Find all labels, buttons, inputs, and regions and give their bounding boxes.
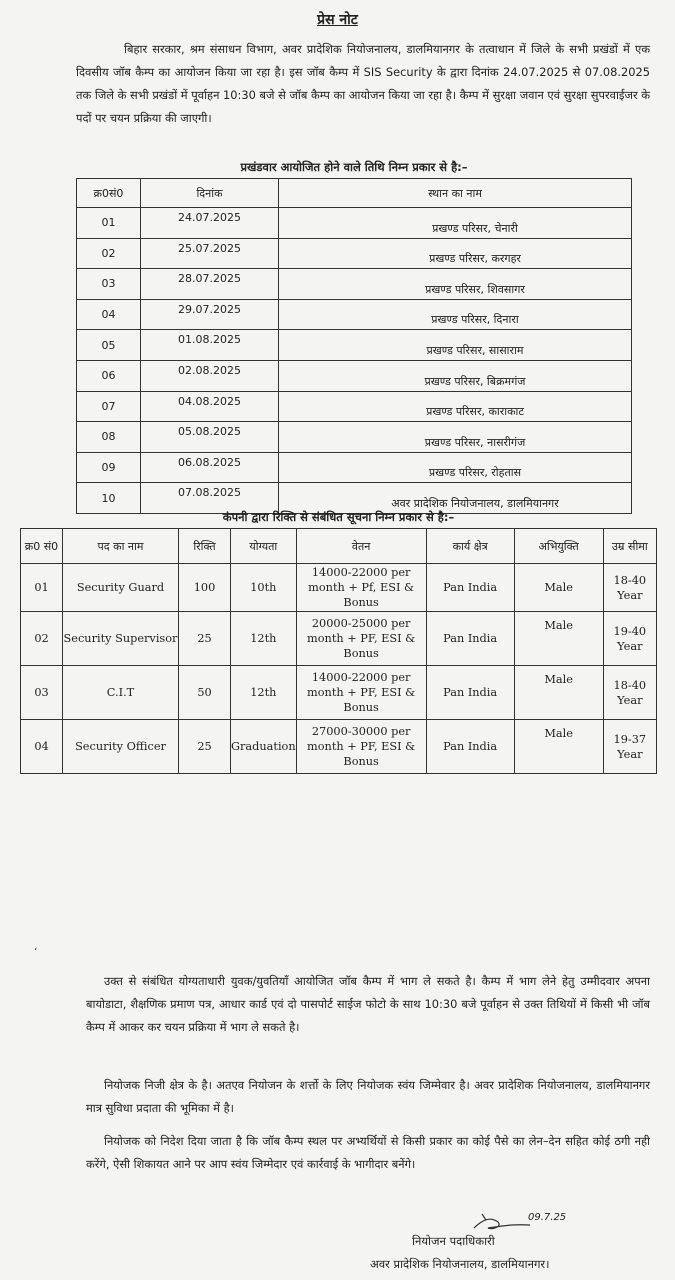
- schedule-place: प्रखण्ड परिसर, नासरीगंज: [279, 422, 632, 453]
- schedule-place: प्रखण्ड परिसर, शिवसागर: [279, 269, 632, 300]
- header-age-limit: उम्र सीमा: [603, 529, 656, 564]
- schedule-date: 05.08.2025: [141, 422, 279, 453]
- intro-text: बिहार सरकार, श्रम संसाधन विभाग, अवर प्रादेशिक नियोजनालय, डालमियानगर के तत्वाधान में जिले के सभी प्रखंडों में एक दिवसीय जॉब कैम्प का आयोजन किया जा रहा है। इस जॉब कैम्प में SIS Security के द्वारा दिनांक 24.07.2025 से 07.08.2025 तक जिले के सभी प्रखंडों में पूर्वाहन 10:30 बजे से जॉब कैम्प का आयोजन किया जा रहा है। कैम्प में सुरक्षा जवान एवं सुरक्षा सुपरवाईजर के पदों पर चयन प्रक्रिया की जाएगी।: [76, 42, 650, 125]
- vacancy-qualification: Graduation: [231, 720, 297, 774]
- vacancy-count: 25: [179, 612, 231, 666]
- vacancy-work-area: Pan India: [426, 720, 514, 774]
- signature-date: 09.7.25: [528, 1212, 567, 1223]
- schedule-place: प्रखण्ड परिसर, सासाराम: [279, 330, 632, 361]
- vacancy-age-limit: 19-40 Year: [603, 612, 656, 666]
- schedule-row: [77, 238, 632, 269]
- schedule-header-row: [77, 179, 632, 208]
- vacancy-remark: Male: [514, 720, 603, 774]
- schedule-date: 25.07.2025: [141, 238, 279, 269]
- vacancy-age-limit: 19-37 Year: [603, 720, 656, 774]
- vacancy-age-limit: 18-40 Year: [603, 564, 656, 612]
- schedule-date: 04.08.2025: [141, 391, 279, 422]
- schedule-place: प्रखण्ड परिसर, रोहतास: [279, 452, 632, 483]
- header-date: दिनांक: [141, 179, 279, 208]
- schedule-date: 07.08.2025: [141, 483, 279, 514]
- header-work-area: कार्य क्षेत्र: [426, 529, 514, 564]
- schedule-date: 24.07.2025: [141, 208, 279, 239]
- header-sn: क्र0 सं0: [21, 529, 63, 564]
- eligibility-paragraph: [86, 970, 650, 1039]
- schedule-sn: 03: [77, 269, 141, 300]
- vacancy-row: [21, 720, 657, 774]
- vacancy-qualification: 12th: [231, 666, 297, 720]
- intro-paragraph: [76, 38, 650, 130]
- schedule-row: [77, 422, 632, 453]
- schedule-sn: 01: [77, 208, 141, 239]
- schedule-sn: 09: [77, 452, 141, 483]
- vacancy-post: Security Guard: [63, 564, 179, 612]
- signatory-office: अवर प्रादेशिक नियोजनालय, डालमियानगर।: [370, 1257, 550, 1271]
- schedule-date: 01.08.2025: [141, 330, 279, 361]
- vacancy-remark: Male: [514, 612, 603, 666]
- schedule-row: [77, 269, 632, 300]
- vacancy-sn: 01: [21, 564, 63, 612]
- instruction-text: नियोजक को निदेश दिया जाता है कि जॉब कैम्प स्थल पर अभ्यर्थियों से किसी प्रकार का कोई पैसे का लेन–देन सहित कोई ठगी नही करेंगे, ऐसी शिकायत आने पर आप स्वंय जिम्मेदार एवं कार्रवाई के भागीदार बनेंगे।: [86, 1134, 650, 1171]
- vacancy-caption: कंपनी द्वारा रिक्ति से संबंधित सूचना निम्न प्रकार से है:–: [222, 510, 455, 524]
- signatory-designation: नियोजन पदाधिकारी: [412, 1234, 495, 1248]
- vacancy-remark: Male: [514, 564, 603, 612]
- schedule-row: [77, 483, 632, 514]
- vacancy-count: 100: [179, 564, 231, 612]
- schedule-place: प्रखण्ड परिसर, काराकाट: [279, 391, 632, 422]
- eligibility-text: उक्त से संबंधित योग्यताधारी युवक/युवतियाँ आयोजित जॉब कैम्प में भाग ले सकते है। कैम्प में भाग लेने हेतु उम्मीदवार अपना बायोडाटा, शैक्षणिक प्रमाण पत्र, आधार कार्ड एवं दो पासपोर्ट साईज फोटो के साथ 10:30 बजे पूर्वाहन से उक्त तिथियों में किसी भी जॉब कैम्प में आकर कर चयन प्रक्रिया में भाग ले सकते है।: [86, 974, 650, 1034]
- vacancy-table: [20, 528, 657, 774]
- vacancy-age-limit: 18-40 Year: [603, 666, 656, 720]
- vacancy-salary: 20000-25000 per month + PF, ESI & Bonus: [296, 612, 426, 666]
- schedule-place: प्रखण्ड परिसर, दिनारा: [279, 299, 632, 330]
- vacancy-remark: Male: [514, 666, 603, 720]
- vacancy-salary: 27000-30000 per month + PF, ESI & Bonus: [296, 720, 426, 774]
- vacancy-qualification: 10th: [231, 564, 297, 612]
- employer-paragraph: [86, 1074, 650, 1120]
- schedule-sn: 04: [77, 299, 141, 330]
- vacancy-work-area: Pan India: [426, 666, 514, 720]
- schedule-place: प्रखण्ड परिसर, चेनारी: [279, 208, 632, 239]
- vacancy-salary: 14000-22000 per month + PF, ESI & Bonus: [296, 666, 426, 720]
- schedule-sn: 08: [77, 422, 141, 453]
- schedule-sn: 10: [77, 483, 141, 514]
- employer-text: नियोजक निजी क्षेत्र के है। अतएव नियोजन के शर्त्तो के लिए नियोजक स्वंय जिम्मेवार है। अवर प्रादेशिक नियोजनालय, डालमियानगर मात्र सुविधा प्रदाता की भूमिका में है।: [86, 1078, 650, 1115]
- schedule-sn: 06: [77, 360, 141, 391]
- header-place: स्थान का नाम: [279, 179, 632, 208]
- header-salary: वेतन: [296, 529, 426, 564]
- vacancy-salary: 14000-22000 per month + Pf, ESI & Bonus: [296, 564, 426, 612]
- schedule-row: [77, 391, 632, 422]
- vacancy-work-area: Pan India: [426, 612, 514, 666]
- header-count: रिक्ति: [179, 529, 231, 564]
- vacancy-sn: 03: [21, 666, 63, 720]
- schedule-row: [77, 330, 632, 361]
- schedule-row: [77, 360, 632, 391]
- schedule-place: प्रखण्ड परिसर, करगहर: [279, 238, 632, 269]
- schedule-row: [77, 452, 632, 483]
- vacancy-work-area: Pan India: [426, 564, 514, 612]
- vacancy-row: [21, 612, 657, 666]
- schedule-row: [77, 208, 632, 239]
- header-remark: अभियुक्ति: [514, 529, 603, 564]
- instruction-paragraph: [86, 1130, 650, 1176]
- schedule-date: 06.08.2025: [141, 452, 279, 483]
- vacancy-post: Security Officer: [63, 720, 179, 774]
- page-title: प्रेस नोट: [317, 12, 358, 28]
- schedule-sn: 07: [77, 391, 141, 422]
- vacancy-post: C.I.T: [63, 666, 179, 720]
- vacancy-post: Security Supervisor: [63, 612, 179, 666]
- vacancy-count: 25: [179, 720, 231, 774]
- schedule-date: 02.08.2025: [141, 360, 279, 391]
- header-qualification: योग्यता: [231, 529, 297, 564]
- schedule-sn: 02: [77, 238, 141, 269]
- margin-mark: ،: [34, 942, 38, 953]
- schedule-caption: प्रखंडवार आयोजित होने वाले तिथि निम्न प्रकार से है:–: [240, 160, 468, 174]
- schedule-place: प्रखण्ड परिसर, बिक्रमगंज: [279, 360, 632, 391]
- schedule-date: 29.07.2025: [141, 299, 279, 330]
- schedule-table: [76, 178, 632, 514]
- header-sn: क्र0सं0: [77, 179, 141, 208]
- vacancy-sn: 04: [21, 720, 63, 774]
- vacancy-row: [21, 666, 657, 720]
- schedule-place: अवर प्रादेशिक नियोजनालय, डालमियानगर: [279, 483, 632, 514]
- vacancy-header-row: [21, 529, 657, 564]
- vacancy-row: [21, 564, 657, 612]
- vacancy-qualification: 12th: [231, 612, 297, 666]
- vacancy-sn: 02: [21, 612, 63, 666]
- schedule-date: 28.07.2025: [141, 269, 279, 300]
- schedule-row: [77, 299, 632, 330]
- schedule-sn: 05: [77, 330, 141, 361]
- vacancy-count: 50: [179, 666, 231, 720]
- header-post: पद का नाम: [63, 529, 179, 564]
